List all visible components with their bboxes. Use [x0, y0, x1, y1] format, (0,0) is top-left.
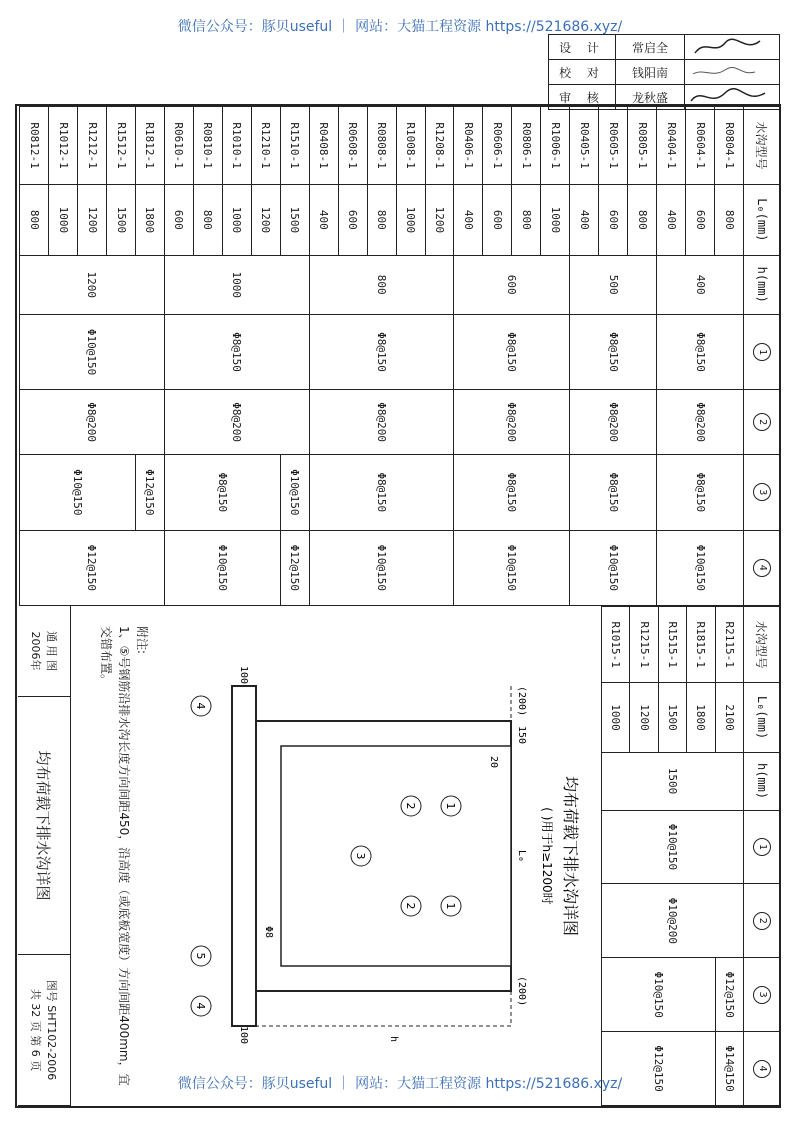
- callout-label: 1: [444, 902, 457, 910]
- cell-model: R0608-1: [338, 107, 367, 185]
- cell-model: R1010-1: [222, 107, 251, 185]
- tb-page-label: 页 第: [29, 1020, 42, 1047]
- callout-label: 5: [194, 952, 207, 960]
- table-row: [280, 107, 309, 606]
- col-header-bar-4: [744, 1032, 781, 1106]
- col-header-bar-4: [744, 530, 781, 605]
- signature: [685, 35, 779, 59]
- tb-total: 32: [29, 1003, 42, 1018]
- col-header-model: 水沟型号: [744, 607, 781, 683]
- cell-bar-1: Φ8@150: [164, 314, 309, 389]
- cell-h: 1500: [602, 752, 744, 810]
- cell-model: R1515-1: [658, 607, 686, 683]
- cell-model: R0805-1: [628, 107, 657, 185]
- signoff-role: 设 计: [549, 35, 616, 59]
- signoff-row-design: [549, 35, 779, 60]
- signoff-role: 校 对: [549, 60, 616, 84]
- side-table-body: [602, 607, 744, 1106]
- title-block: [18, 606, 71, 1106]
- cell-bar-1: Φ8@150: [309, 314, 454, 389]
- col-header-bar-1: [744, 314, 781, 389]
- tb-year: 2006年: [29, 631, 42, 671]
- cell-model: R1512-1: [107, 107, 136, 185]
- cell-bar-3: Φ8@150: [657, 455, 744, 530]
- cell-bar-3: Φ8@150: [570, 455, 657, 530]
- cell-h: 400: [657, 255, 744, 314]
- notes: [97, 626, 151, 1086]
- cell-l0: 600: [599, 185, 628, 256]
- dim-label: L₀: [516, 849, 527, 863]
- cell-model: R0806-1: [512, 107, 541, 185]
- cell-bar-1: Φ10@150: [602, 810, 744, 884]
- cell-model: R0812-1: [20, 107, 49, 185]
- cell-model: R0605-1: [599, 107, 628, 185]
- col-header-bar-2: [744, 884, 781, 958]
- drawing-title: 均布荷载下排水沟详图: [561, 775, 580, 937]
- cell-bar-2: Φ8@200: [657, 390, 744, 455]
- cell-model: R1006-1: [541, 107, 570, 185]
- cell-bar-2: Φ10@200: [602, 884, 744, 958]
- cell-bar-3: Φ12@150: [135, 455, 164, 530]
- cell-l0: 1000: [602, 683, 630, 752]
- bar-marker-2: 2: [753, 912, 771, 930]
- bar-marker-3: 3: [753, 483, 771, 501]
- cell-model: R0610-1: [164, 107, 193, 185]
- cell-model: R0408-1: [309, 107, 338, 185]
- bar-marker-3: 3: [753, 986, 771, 1004]
- col-header-h: h(mm): [744, 752, 781, 810]
- cell-bar-4: Φ10@150: [164, 530, 280, 605]
- cell-model: R1212-1: [78, 107, 107, 185]
- cell-h: 1200: [20, 255, 165, 314]
- channel-void: [281, 746, 511, 966]
- cell-h: 600: [454, 255, 570, 314]
- dim-label: 150: [516, 726, 527, 745]
- cell-bar-4: Φ12@150: [602, 1032, 716, 1106]
- cell-l0: 1800: [687, 683, 715, 752]
- cell-l0: 1000: [396, 185, 425, 256]
- cell-l0: 800: [367, 185, 396, 256]
- cell-model: R0404-1: [657, 107, 686, 185]
- cell-model: R1210-1: [251, 107, 280, 185]
- cell-l0: 400: [309, 185, 338, 256]
- cell-bar-2: Φ8@200: [20, 390, 165, 455]
- table-row: [425, 107, 454, 606]
- bar-marker-1: 1: [753, 838, 771, 856]
- cell-l0: 1500: [658, 683, 686, 752]
- cell-bar-1: Φ8@150: [570, 314, 657, 389]
- cell-l0: 800: [193, 185, 222, 256]
- cell-l0: 800: [628, 185, 657, 256]
- cell-h: 800: [309, 255, 454, 314]
- cell-l0: 1000: [49, 185, 78, 256]
- col-header-bar-1: [744, 810, 781, 884]
- cell-bar-3: Φ12@150: [715, 958, 743, 1032]
- callout-label: 4: [194, 1002, 207, 1010]
- hatched-wall-right: [256, 991, 511, 1026]
- signoff-role: 审 核: [549, 85, 616, 109]
- tb-title: 均布荷载下排水沟详图: [18, 697, 70, 955]
- cell-bar-1: Φ8@150: [657, 314, 744, 389]
- callout-label: 2: [404, 902, 417, 910]
- table-row: [541, 107, 570, 606]
- side-reinforcement-table: [601, 606, 781, 1106]
- watermark-bottom: 微信公众号：豚贝useful ｜ 网站：大猫工程资源 https://521686.xyz/: [177, 1076, 623, 1092]
- cell-bar-1: Φ8@150: [454, 314, 570, 389]
- cell-bar-2: Φ8@200: [570, 390, 657, 455]
- col-header-h: h(mm): [744, 255, 781, 314]
- cell-l0: 600: [338, 185, 367, 256]
- cell-l0: 600: [164, 185, 193, 256]
- cell-model: R0406-1: [454, 107, 483, 185]
- dim-label: h: [388, 1036, 399, 1043]
- cell-model: R1015-1: [602, 607, 630, 683]
- drawing-sheet: [15, 104, 781, 1108]
- cell-l0: 1200: [78, 185, 107, 256]
- cell-model: R1510-1: [280, 107, 309, 185]
- tb-page-row: [28, 989, 44, 1072]
- cell-bar-3: Φ10@150: [20, 455, 136, 530]
- cell-bar-3: Φ10@150: [602, 958, 716, 1032]
- dim-label: Φ8: [263, 926, 274, 939]
- cell-l0: 1800: [135, 185, 164, 256]
- cell-bar-3: Φ8@150: [164, 455, 280, 530]
- cell-l0: 400: [454, 185, 483, 256]
- cell-bar-4: Φ12@150: [280, 530, 309, 605]
- cell-bar-1: Φ10@150: [20, 314, 165, 389]
- cell-bar-3: Φ10@150: [280, 455, 309, 530]
- col-header-l0: L₀(mm): [744, 185, 781, 256]
- cell-l0: 400: [657, 185, 686, 256]
- cell-model: R0405-1: [570, 107, 599, 185]
- cell-bar-4: Φ10@150: [657, 530, 744, 605]
- tb-page: 6: [29, 1049, 42, 1057]
- cell-l0: 400: [570, 185, 599, 256]
- bar-marker-1: 1: [753, 343, 771, 361]
- tb-usage: [18, 606, 70, 697]
- dim-label: (200): [516, 686, 527, 717]
- note-text: 1、⑤号钢筋沿排水沟长度方向间距450，沿高度（或底板宽度）方向间距400mm，宜交错布置。: [99, 626, 131, 1086]
- channel-section-drawing: [151, 626, 591, 1086]
- watermark-top: 微信公众号：豚贝useful ｜ 网站：大猫工程资源 https://521686.xyz/: [177, 19, 623, 35]
- drawing-subtitle: ( )用于h≥1200时: [540, 807, 554, 905]
- tb-code: SHT102-2006: [45, 1005, 58, 1081]
- col-header-l0: L₀(mm): [744, 683, 781, 752]
- tb-code-label: 图号: [45, 979, 58, 1002]
- tb-code-row: [44, 980, 60, 1080]
- main-table-body: [20, 107, 744, 606]
- signoff-name: 钱阳南: [616, 60, 685, 84]
- cell-bar-4: Φ14@150: [715, 1032, 743, 1106]
- cell-l0: 800: [715, 185, 744, 256]
- cell-l0: 600: [686, 185, 715, 256]
- cell-bar-2: Φ8@200: [454, 390, 570, 455]
- cell-l0: 1200: [425, 185, 454, 256]
- base-slab: [232, 686, 256, 1026]
- cell-model: R0808-1: [367, 107, 396, 185]
- cell-l0: 1500: [280, 185, 309, 256]
- hatched-wall-left: [256, 686, 511, 721]
- cell-bar-2: Φ8@200: [164, 390, 309, 455]
- cell-model: R0804-1: [715, 107, 744, 185]
- bar-marker-4: 4: [753, 559, 771, 577]
- signoff-box: [548, 34, 780, 110]
- cell-h: 1000: [164, 255, 309, 314]
- cell-l0: 1500: [107, 185, 136, 256]
- dim-label: 20: [488, 756, 499, 769]
- signoff-name: 龙秋盛: [616, 85, 685, 109]
- cell-model: R1815-1: [687, 607, 715, 683]
- dim-label: 100: [238, 666, 249, 685]
- cell-l0: 800: [20, 185, 49, 256]
- cell-model: R0604-1: [686, 107, 715, 185]
- table-row: [715, 107, 744, 606]
- cell-model: R1215-1: [630, 607, 658, 683]
- cell-model: R1208-1: [425, 107, 454, 185]
- tb-total-label: 共: [29, 988, 42, 1000]
- cell-l0: 2100: [715, 683, 743, 752]
- cell-l0: 1000: [222, 185, 251, 256]
- signoff-row-check: [549, 60, 779, 85]
- cell-bar-4: Φ10@150: [570, 530, 657, 605]
- cell-l0: 800: [512, 185, 541, 256]
- table-row: [715, 607, 743, 1106]
- table-row: [135, 107, 164, 606]
- table-row: [628, 107, 657, 606]
- callout-label: 2: [404, 802, 417, 810]
- signature: [685, 60, 779, 84]
- dim-label: 100: [238, 1026, 249, 1045]
- cell-bar-4: Φ10@150: [454, 530, 570, 605]
- main-reinforcement-table: [19, 106, 781, 606]
- note-label: 附注:: [135, 626, 149, 655]
- col-header-model: 水沟型号: [744, 107, 781, 185]
- dim-label: (200): [516, 976, 527, 1007]
- cell-h: 500: [570, 255, 657, 314]
- cell-model: R0606-1: [483, 107, 512, 185]
- cell-model: R1012-1: [49, 107, 78, 185]
- cell-model: R0810-1: [193, 107, 222, 185]
- bar-marker-4: 4: [753, 1060, 771, 1078]
- cell-model: R1812-1: [135, 107, 164, 185]
- cell-l0: 600: [483, 185, 512, 256]
- cell-l0: 1200: [630, 683, 658, 752]
- cell-l0: 1200: [251, 185, 280, 256]
- bar-marker-2: 2: [753, 413, 771, 431]
- cell-bar-3: Φ8@150: [309, 455, 454, 530]
- cell-model: R1008-1: [396, 107, 425, 185]
- col-header-bar-3: [744, 455, 781, 530]
- signoff-name: 常启全: [616, 35, 685, 59]
- col-header-bar-2: [744, 390, 781, 455]
- callout-label: 3: [354, 852, 367, 860]
- tb-usage-label: 通 用 图: [45, 631, 58, 671]
- callout-label: 4: [194, 702, 207, 710]
- cell-bar-4: Φ10@150: [309, 530, 454, 605]
- cell-bar-3: Φ8@150: [454, 455, 570, 530]
- callout-label: 1: [444, 802, 457, 810]
- cell-bar-2: Φ8@200: [309, 390, 454, 455]
- tb-page-end: 页: [29, 1060, 42, 1072]
- col-header-bar-3: [744, 958, 781, 1032]
- cell-bar-4: Φ12@150: [20, 530, 165, 605]
- cell-l0: 1000: [541, 185, 570, 256]
- rotated-content: [19, 106, 781, 1106]
- cell-model: R2115-1: [715, 607, 743, 683]
